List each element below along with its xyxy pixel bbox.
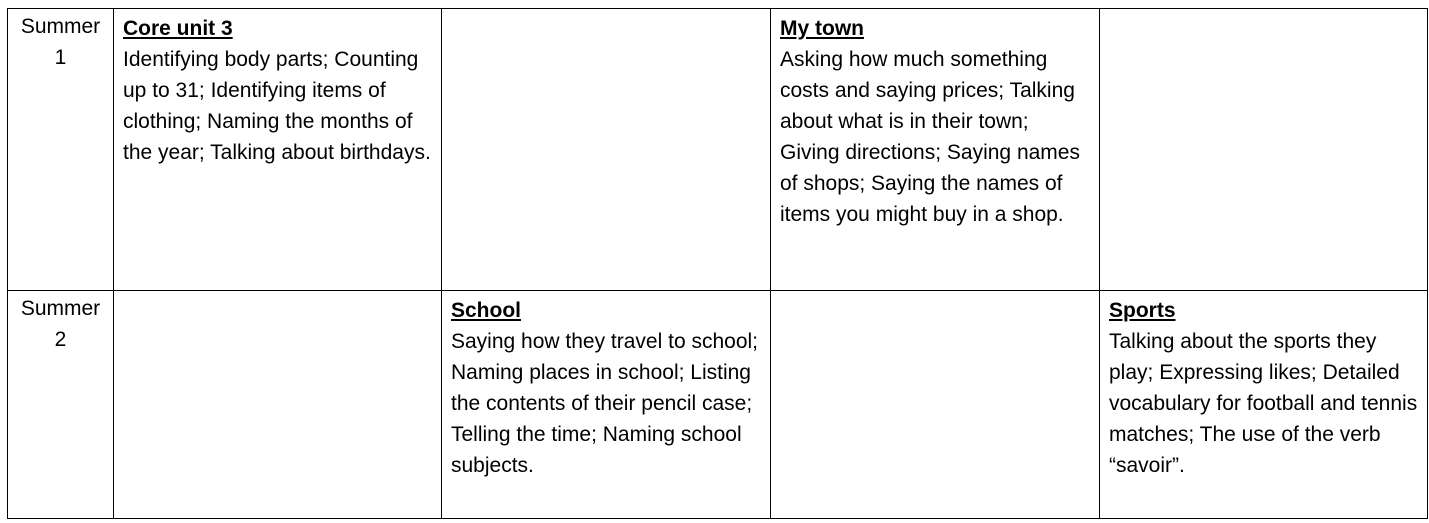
empty-cell [114, 291, 442, 519]
unit-description: Saying how they travel to school; Naming places in school; Listing the contents of their pencil case; Telling the time; Naming school subjects. [451, 330, 759, 477]
empty-cell [442, 9, 771, 291]
term-cell [8, 9, 114, 291]
term-name: Summer [20, 297, 101, 320]
unit-heading: School [451, 299, 522, 322]
unit-cell [442, 291, 771, 519]
unit-heading: Sports [1109, 299, 1176, 322]
unit-cell [114, 9, 442, 291]
term-number: 1 [54, 46, 67, 69]
empty-cell [1100, 9, 1428, 291]
curriculum-table [7, 8, 1428, 519]
unit-description: Talking about the sports they play; Expressing likes; Detailed vocabulary for football and tennis matches; The use of the verb “savoir”. [1109, 330, 1418, 477]
unit-cell [771, 9, 1100, 291]
term-name: Summer [20, 15, 101, 38]
unit-description: Asking how much something costs and saying prices; Talking about what is in their town; Giving directions; Saying names of shops; Saying the names of items you might buy in a shop. [780, 48, 1080, 226]
table-row [8, 9, 1428, 291]
unit-heading: My town [780, 17, 864, 40]
term-number: 2 [54, 328, 67, 351]
term-cell [8, 291, 114, 519]
table-row [8, 291, 1428, 519]
empty-cell [771, 291, 1100, 519]
unit-cell [1100, 291, 1428, 519]
unit-heading: Core unit 3 [123, 17, 233, 40]
unit-description: Identifying body parts; Counting up to 31; Identifying items of clothing; Naming the months of the year; Talking about birthdays. [123, 48, 431, 164]
